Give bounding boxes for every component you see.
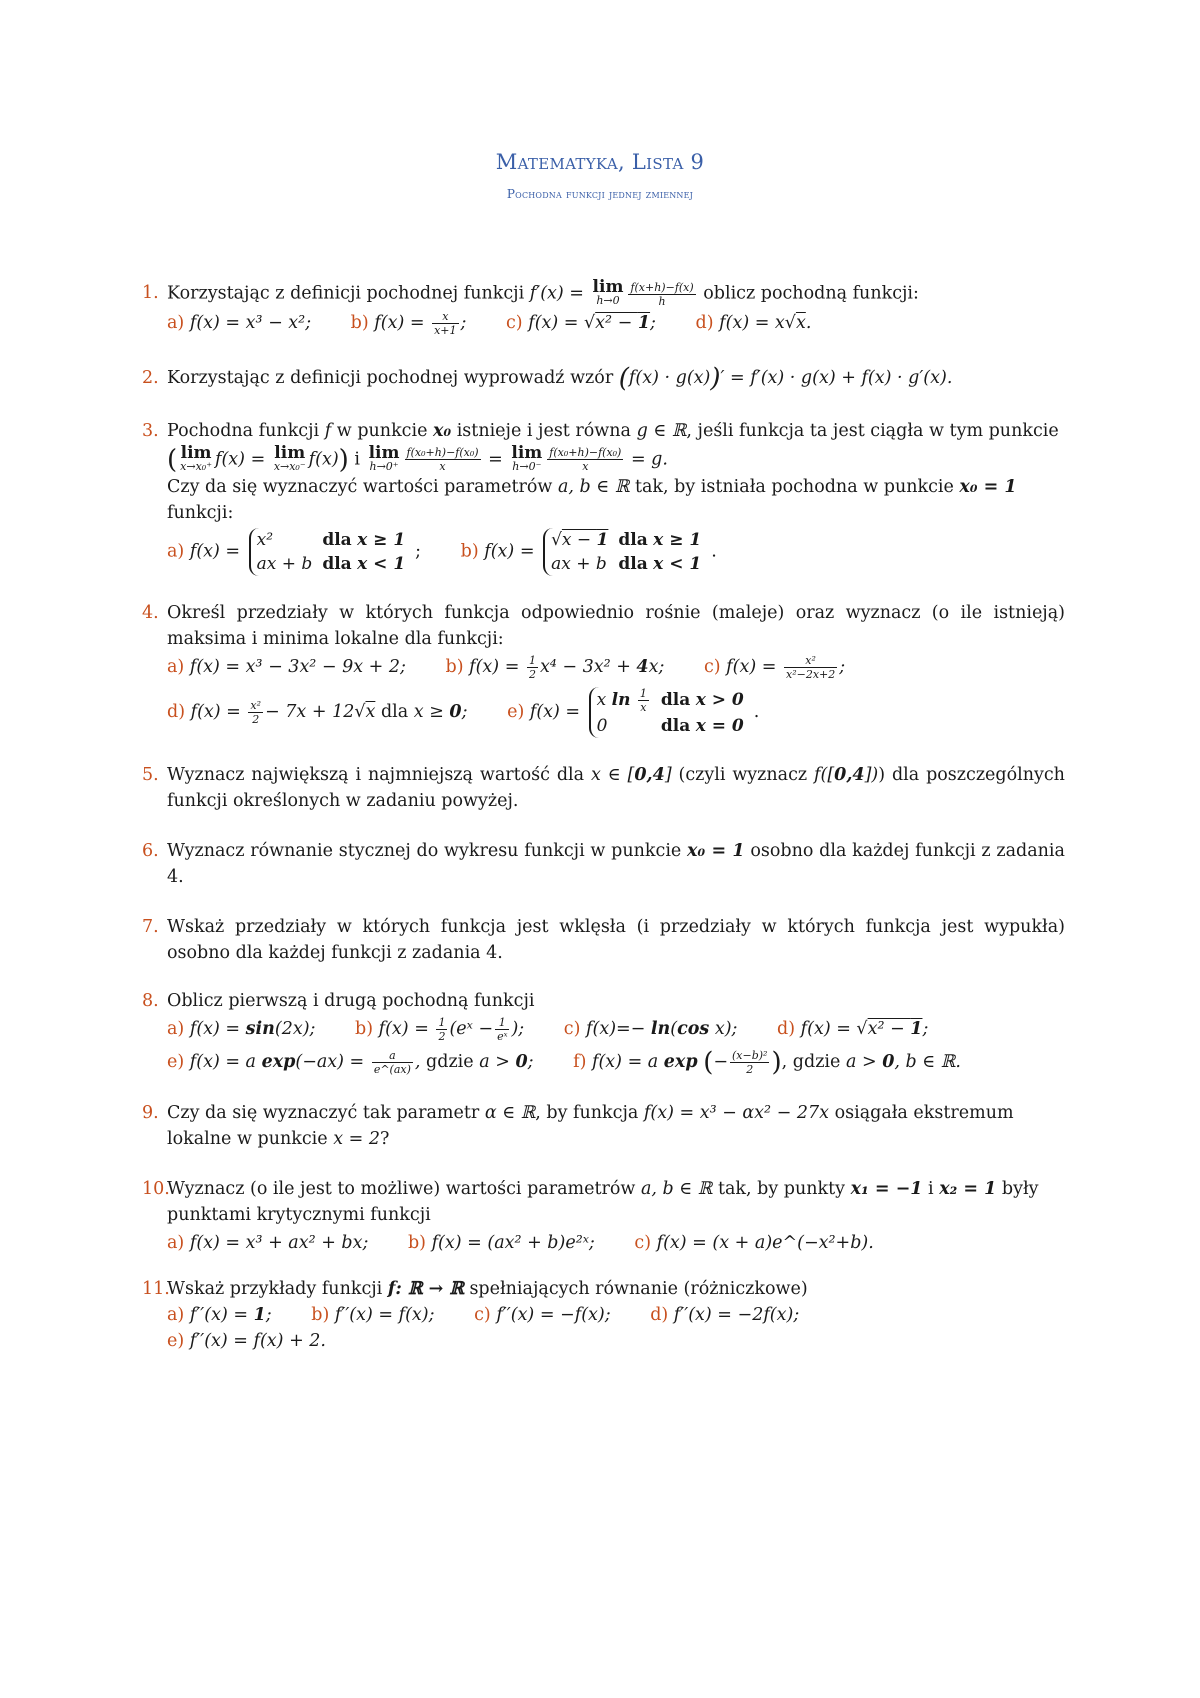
problem-6: 6. Wyznacz równanie stycznej do wykresu funkcji w punkcie x₀ = 1 osobno dla każdej funkcji z zadania 4. [142, 840, 1065, 887]
problem-10: 10. Wyznacz (o ile jest to możliwe) wartości parametrów a, b ∈ ℝ tak, by punkty x₁ = −1 i x₂ = 1 były punktami krytycznymi funkcji a) f(x) = x³ + ax² + bx; b) f(x) = (ax² + b)e²ˣ; c) f(x) = (x + a)e^(−x²+b). [142, 1178, 1039, 1253]
problem-4: 4. Określ przedziały w których funkcja odpowiednio rośnie (maleje) oraz wyznacz (o ile istnieją) maksima i minima lokalne dla funkcji: a) f(x) = x³ − 3x² − 9x + 2; b) f(x) = $\frac{1}{2}$ x⁴ − 3x² + 4x; c) f(x) = $\frac{\text{x²}}{\text{x²−2x+2}}$ ; d) f(x) = $\frac{\text{x²}}{2}$ − 7x + 12√x dla x ≥ 0; e) f(x) = x ln $\frac{1}{x}$ dla x > 0 0 dla x = 0 . [142, 602, 1065, 736]
problem-3: 3. Pochodna funkcji f w punkcie x₀ istnieje i jest równa g ∈ ℝ, jeśli funkcja ta jest ciągła w tym punkcie ( lim x→x₀⁺ f(x) = lim x→x₀⁻ f(x)) i lim h→0⁺ $\frac{\text{f(x₀+h)−f(x₀)}}{x}$ = lim h→0⁻ $\frac{\text{f(x₀+h)−f(x₀)}}{x}$ = g. Czy da się wyznaczyć wartości parametrów a, b ∈ ℝ tak, by istniała pochodna w punkcie x₀ = 1 funkcji: a) f(x) = x² dla x ≥ 1 ax + b dla x < 1 ; b) f(x) = √x − 1 dla x ≥ 1 ax + b dla x < 1 . [142, 420, 1059, 574]
page-subtitle: Pochodna funkcji jednej zmiennej [506, 187, 694, 201]
problem-text-after: oblicz pochodną funkcji: [703, 283, 919, 304]
problem-2: 2. Korzystając z definicji pochodnej wyprowadź wzór (f(x) · g(x))′ = f′(x) · g(x) + f(x) · g′(x). [142, 363, 953, 394]
problem-7: 7. Wskaż przedziały w których funkcja jest wklęsła (i przedziały w których funkcja jest wypukła) osobno dla każdej funkcji z zadania 4. [142, 916, 1065, 963]
problem-11: 11. Wskaż przykłady funkcji f: ℝ → ℝ spełniających równanie (różniczkowe) a) f′′(x) = 1; b) f′′(x) = f(x); c) f′′(x) = −f(x); d) f′′(x) = −2f(x); e) f′′(x) = f(x) + 2. [142, 1278, 808, 1351]
problem-8: 8. Oblicz pierwszą i drugą pochodną funkcji a) f(x) = sin(2x); b) f(x) = $\frac{1}{2}$ (eˣ − $\frac{1}{\text{eˣ}}$ ); c) f(x)=− ln(cos x); d) f(x) = √x² − 1; e) f(x) = a exp(−ax) = $\frac{a}{e\^{}(ax)}$ , gdzie a > 0; f) f(x) = a exp (− $\frac{\text{(x−b)²}}{2}$ ), gdzie a > 0, b ∈ ℝ. [142, 990, 961, 1077]
problem-list [142, 277, 1065, 1354]
problem-text: Korzystając z definicji pochodnej funkcji [167, 283, 525, 304]
problem-number: 1. [142, 283, 159, 303]
problem-9: 9. Czy da się wyznaczyć tak parametr α ∈ ℝ, by funkcja f(x) = x³ − αx² − 27x osiągała ekstremum lokalne w punkcie x = 2? [142, 1102, 1014, 1149]
page-title: Matematyka, Lista 9 [495, 150, 705, 174]
problem-1: 1. Korzystając z definicji pochodnej funkcji f′(x) = lim h→0 $\frac{f(x+h)-f(x)}{h}$ oblicz pochodną funkcji: a) f(x) = x³ − x²; b) f(x) = $\frac{x}{x+1}$ ; c) f(x) = √x² − 1; d) f(x) = x√x. [142, 277, 919, 337]
problem-5: 5. Wyznacz największą i najmniejszą wartość dla x ∈ [0,4] (czyli wyznacz f([0,4])) dla poszczególnych funkcji określonych w zadaniu powyżej. [142, 764, 1065, 811]
